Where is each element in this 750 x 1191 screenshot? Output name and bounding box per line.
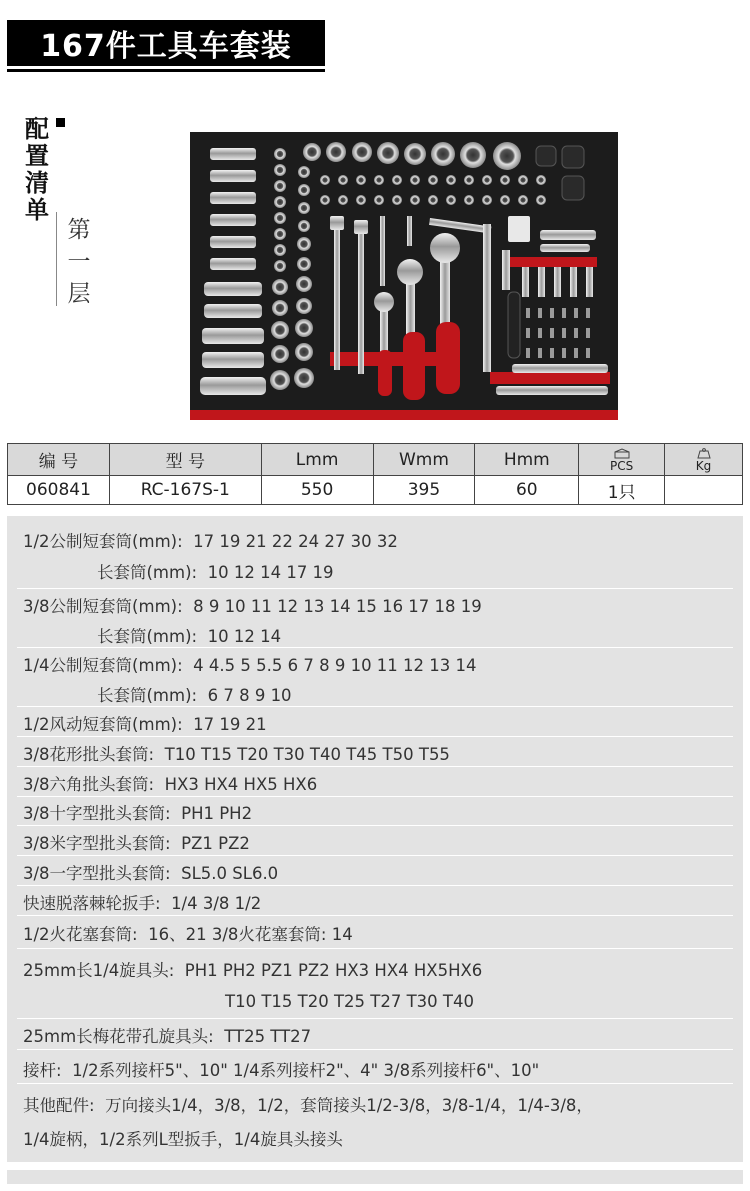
list-item: 3/8米字型批头套筒: PZ1 PZ2	[23, 834, 250, 853]
list-item: 25mm长梅花带孔旋具头: TT25 TT27	[23, 1027, 312, 1046]
list-item: 1/2公制短套筒(mm): 17 19 21 22 24 27 30 32	[23, 532, 398, 551]
col-header-code: 编 号	[8, 444, 110, 476]
row-separator	[17, 825, 733, 826]
row-separator	[17, 855, 733, 856]
row-separator	[17, 706, 733, 707]
col-header-model: 型 号	[109, 444, 261, 476]
layer-label: 第 一 层	[67, 217, 91, 307]
value-height: 60	[475, 476, 579, 505]
pcs-box-icon	[613, 448, 631, 459]
value-code: 060841	[8, 476, 110, 505]
weight-icon	[697, 448, 711, 459]
col-header-length: Lmm	[261, 444, 373, 476]
list-item: 3/8花形批头套筒: T10 T15 T20 T30 T40 T45 T50 T55	[23, 745, 450, 764]
row-separator	[17, 948, 733, 949]
list-item: 1/2火花塞套筒: 16、21 3/8火花塞套筒: 14	[23, 925, 353, 944]
footer-bar	[7, 1170, 743, 1184]
layer-divider	[56, 212, 57, 306]
value-pcs: 1只	[579, 476, 665, 505]
row-separator	[17, 588, 733, 589]
row-separator	[17, 736, 733, 737]
row-separator	[17, 1049, 733, 1050]
row-separator	[17, 766, 733, 767]
list-item: 接杆: 1/2系列接杆5"、10" 1/4系列接杆2"、4" 3/8系列接杆6"、10"	[23, 1061, 540, 1080]
spec-header-row	[8, 444, 743, 476]
col-header-width: Wmm	[373, 444, 475, 476]
list-item: 1/2风动短套筒(mm): 17 19 21	[23, 715, 267, 734]
tool-tray-image	[190, 132, 618, 420]
list-item: 长套筒(mm): 6 7 8 9 10	[97, 686, 292, 705]
list-item: 25mm长1/4旋具头: PH1 PH2 PZ1 PZ2 HX3 HX4 HX5HX6	[23, 961, 483, 980]
page-title: 167件工具车套装	[40, 29, 292, 64]
list-item: 3/8十字型批头套筒: PH1 PH2	[23, 804, 253, 823]
list-item: 快速脱落棘轮扳手: 1/4 3/8 1/2	[23, 894, 262, 913]
value-width: 395	[373, 476, 475, 505]
row-separator	[17, 796, 733, 797]
list-item: 其他配件: 万向接头1/4，3/8，1/2，套筒接头1/2-3/8，3/8-1/4，1/4-3/8，	[23, 1096, 593, 1115]
list-item: 长套筒(mm): 10 12 14 17 19	[97, 563, 334, 582]
list-item: 1/4旋柄，1/2系列L型扳手，1/4旋具头接头	[23, 1130, 343, 1149]
list-item: 3/8一字型批头套筒: SL5.0 SL6.0	[23, 864, 279, 883]
value-length: 550	[261, 476, 373, 505]
col-header-weight: Kg	[665, 444, 743, 476]
list-item: 3/8六角批头套筒: HX3 HX4 HX5 HX6	[23, 775, 318, 794]
value-weight	[665, 476, 743, 505]
row-separator	[17, 915, 733, 916]
list-item: T10 T15 T20 T25 T27 T30 T40	[225, 992, 474, 1011]
contents-list	[7, 516, 743, 1162]
list-item: 3/8公制短套筒(mm): 8 9 10 11 12 13 14 15 16 17 18 19	[23, 597, 482, 616]
spec-value-row	[8, 476, 743, 505]
row-separator	[17, 647, 733, 648]
row-separator	[17, 1018, 733, 1019]
list-item: 1/4公制短套筒(mm): 4 4.5 5 5.5 6 7 8 9 10 11 12 13 14	[23, 656, 477, 675]
row-separator	[17, 1083, 733, 1084]
title-underline	[7, 69, 325, 72]
col-header-height: Hmm	[475, 444, 579, 476]
title-banner	[7, 20, 325, 66]
list-item: 长套筒(mm): 10 12 14	[97, 627, 282, 646]
label-square-marker	[56, 118, 65, 127]
row-separator	[17, 885, 733, 886]
config-list-label: 配 置 清 单	[25, 115, 49, 224]
value-model: RC-167S-1	[109, 476, 261, 505]
spec-table	[7, 443, 743, 505]
col-header-pcs: PCS	[579, 444, 665, 476]
